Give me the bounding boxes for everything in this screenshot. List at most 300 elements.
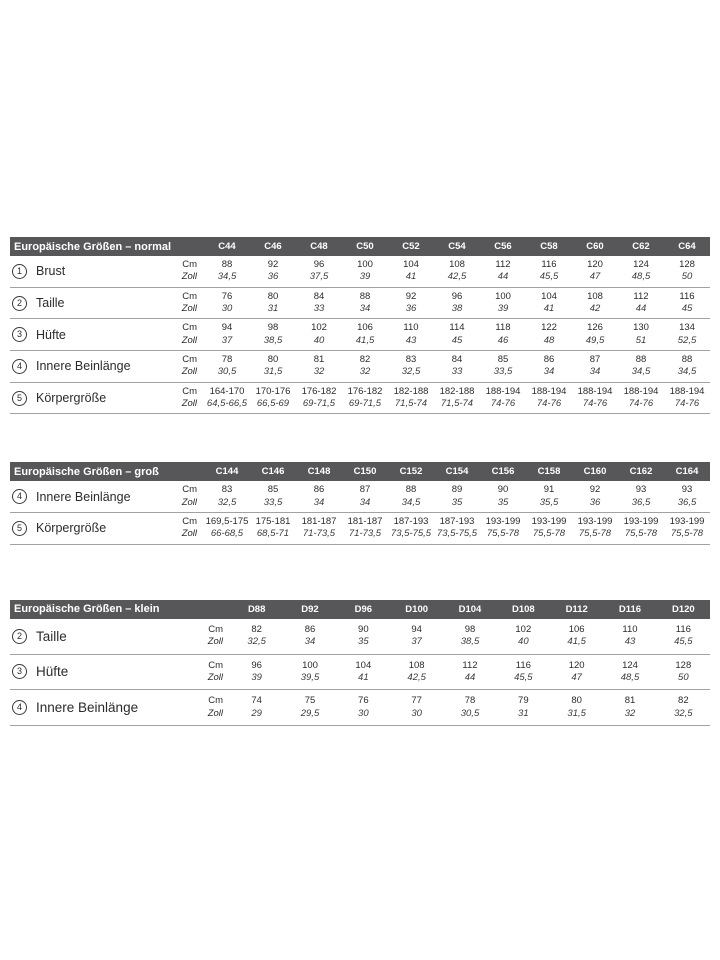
zoll-value: 41: [358, 671, 369, 683]
value-cell: [250, 386, 296, 411]
value-cell: [618, 259, 664, 284]
cm-value: 80: [267, 354, 279, 366]
value-cell: [572, 354, 618, 379]
column-header: C162: [629, 466, 653, 478]
cm-unit-label: Cm: [182, 322, 197, 334]
zoll-value: 37,5: [309, 271, 329, 283]
row-label-cell: [10, 327, 160, 342]
cm-value: 112: [495, 259, 511, 270]
cm-value: 193-199: [669, 516, 705, 528]
zoll-value: 33,5: [493, 366, 513, 378]
unit-labels: [160, 484, 204, 509]
value-cell: [204, 259, 250, 284]
cm-unit-label: Cm: [208, 695, 223, 707]
value-cell: [250, 354, 296, 379]
value-cell: [230, 695, 283, 720]
cm-value: 104: [355, 659, 372, 671]
row-number-badge: 4: [12, 489, 27, 504]
value-cell: [434, 259, 480, 284]
zoll-value: 41,5: [355, 334, 375, 346]
zoll-value: 30,5: [217, 366, 237, 378]
value-cell: [434, 516, 480, 541]
value-cell: [337, 624, 390, 649]
column-header: C62: [632, 241, 650, 252]
cm-value: 100: [302, 659, 318, 671]
cm-value: 108: [587, 290, 603, 302]
cm-value: 116: [675, 623, 691, 635]
value-cell: [250, 322, 296, 347]
column-header: C48: [310, 241, 328, 252]
zoll-value: 47: [571, 671, 582, 683]
zoll-value: 34: [589, 366, 601, 378]
cm-value: 188-194: [623, 385, 659, 397]
cm-unit-label: Cm: [208, 659, 223, 671]
zoll-value: 34: [543, 366, 555, 378]
table-row: [10, 256, 710, 288]
row-label-cell: [10, 264, 160, 279]
zoll-value: 74-76: [674, 398, 700, 410]
unit-labels: [160, 354, 204, 379]
value-cell: [434, 386, 480, 411]
value-cell: [657, 624, 710, 649]
value-cell: [342, 259, 388, 284]
cm-value: 134: [679, 322, 695, 334]
zoll-value: 30: [358, 707, 369, 719]
zoll-value: 29,5: [300, 707, 320, 719]
value-cell: [390, 695, 443, 720]
cm-value: 188-194: [577, 385, 613, 397]
cm-value: 82: [678, 695, 689, 707]
cm-value: 164-170: [209, 385, 245, 397]
zoll-value: 75,5-78: [532, 528, 566, 540]
value-cell: [388, 516, 434, 541]
zoll-value: 51: [635, 334, 647, 346]
column-header: C56: [494, 241, 512, 252]
value-cell: [572, 484, 618, 509]
row-label-cell: [10, 489, 160, 504]
cm-value: 88: [635, 354, 647, 366]
cm-value: 89: [451, 484, 463, 496]
row-label-cell: [10, 521, 160, 536]
cm-value: 92: [405, 290, 417, 302]
zoll-value: 69-71,5: [302, 398, 336, 410]
zoll-value: 66,5-69: [256, 398, 290, 410]
value-cell: [618, 516, 664, 541]
cm-value: 102: [515, 623, 532, 635]
zoll-unit-label: Zoll: [181, 334, 197, 346]
cm-value: 87: [359, 484, 371, 496]
zoll-value: 49,5: [585, 334, 605, 346]
column-header: D92: [301, 603, 319, 615]
value-cell: [657, 695, 710, 720]
cm-value: 93: [681, 484, 693, 496]
column-header: D96: [354, 603, 373, 615]
column-header: C58: [540, 241, 558, 252]
zoll-value: 50: [681, 271, 693, 283]
value-cell: [618, 484, 664, 509]
cm-value: 110: [403, 322, 419, 334]
cm-unit-label: Cm: [182, 385, 197, 397]
zoll-value: 39,5: [300, 671, 320, 683]
table-row: [10, 288, 710, 320]
value-cell: [526, 386, 572, 411]
cm-value: 79: [518, 695, 529, 707]
value-cell: [550, 624, 603, 649]
column-header: C164: [675, 466, 699, 478]
unit-labels: [160, 516, 204, 541]
cm-value: 88: [405, 484, 417, 496]
column-header: D108: [511, 603, 535, 615]
table-row: [10, 351, 710, 383]
zoll-value: 39: [497, 303, 509, 315]
zoll-value: 30: [221, 303, 233, 315]
zoll-value: 42,5: [407, 671, 426, 683]
value-cell: [204, 354, 250, 379]
value-cell: [388, 322, 434, 347]
zoll-value: 31: [518, 707, 529, 719]
zoll-value: 48,5: [631, 271, 651, 283]
value-cell: [480, 484, 526, 509]
row-label: Hüfte: [36, 327, 66, 342]
cm-value: 128: [675, 659, 692, 671]
zoll-value: 34: [313, 496, 325, 508]
value-cell: [618, 291, 664, 316]
value-cell: [342, 322, 388, 347]
value-cell: [526, 259, 572, 284]
zoll-unit-label: Zoll: [181, 366, 197, 378]
value-cell: [283, 695, 336, 720]
cm-value: 182-188: [439, 385, 475, 397]
zoll-value: 73,5-75,5: [436, 528, 478, 540]
zoll-value: 75,5-78: [578, 528, 612, 540]
column-header: D116: [618, 603, 642, 615]
column-header: C148: [307, 466, 331, 478]
value-cell: [480, 322, 526, 347]
value-cell: [388, 484, 434, 509]
cm-value: 76: [358, 695, 369, 707]
zoll-value: 34: [359, 496, 371, 508]
value-cell: [480, 259, 526, 284]
cm-value: 104: [541, 290, 557, 302]
zoll-value: 41,5: [567, 636, 586, 648]
zoll-value: 36: [589, 496, 601, 508]
zoll-value: 35: [497, 496, 509, 508]
zoll-value: 29: [251, 707, 262, 719]
zoll-value: 44: [635, 303, 647, 315]
row-number-badge: 5: [12, 521, 27, 536]
value-cell: [657, 660, 710, 685]
table-row: [10, 383, 710, 415]
value-cell: [480, 516, 526, 541]
cm-value: 83: [405, 354, 417, 366]
value-cell: [296, 516, 342, 541]
column-header: C44: [218, 241, 236, 252]
zoll-value: 45,5: [674, 636, 693, 648]
cm-value: 76: [221, 290, 233, 302]
column-header: D100: [405, 603, 429, 615]
value-cell: [250, 259, 296, 284]
table-row: [10, 690, 710, 726]
cm-unit-label: Cm: [182, 354, 197, 366]
cm-value: 124: [622, 659, 638, 671]
value-cell: [342, 291, 388, 316]
zoll-value: 36,5: [677, 496, 697, 508]
zoll-value: 33: [313, 303, 325, 315]
column-header: C60: [586, 241, 604, 252]
column-header: D104: [458, 603, 482, 615]
row-number-badge: 1: [12, 264, 27, 279]
value-cell: [497, 695, 550, 720]
column-header: C46: [264, 241, 282, 252]
cm-value: 94: [411, 623, 422, 635]
cm-value: 116: [679, 290, 695, 302]
zoll-value: 66-68,5: [210, 528, 244, 540]
table-title: Europäische Größen – normal: [14, 240, 172, 253]
value-cell: [664, 354, 710, 379]
cm-value: 126: [587, 322, 603, 334]
cm-value: 193-199: [531, 516, 567, 528]
row-number-badge: 3: [12, 327, 27, 342]
value-cell: [390, 660, 443, 685]
cm-value: 116: [541, 259, 557, 270]
cm-value: 176-182: [347, 385, 383, 397]
row-number-badge: 5: [12, 391, 27, 406]
zoll-value: 32,5: [217, 496, 237, 508]
column-header: C158: [537, 466, 561, 478]
value-cell: [618, 354, 664, 379]
value-cell: [337, 695, 390, 720]
value-cell: [283, 624, 336, 649]
zoll-value: 36: [405, 303, 417, 315]
value-cell: [434, 291, 480, 316]
cm-value: 96: [251, 659, 262, 671]
value-cell: [296, 322, 342, 347]
zoll-value: 44: [497, 271, 509, 283]
size-chart-document: [10, 237, 710, 726]
value-cell: [664, 516, 710, 541]
value-cell: [342, 386, 388, 411]
value-cell: [480, 291, 526, 316]
value-cell: [443, 660, 496, 685]
cm-value: 88: [359, 290, 371, 302]
value-cell: [603, 695, 656, 720]
value-cell: [434, 354, 480, 379]
row-number-badge: 3: [12, 664, 27, 679]
column-header: C54: [448, 241, 466, 252]
cm-value: 188-194: [669, 385, 705, 397]
cm-value: 80: [571, 695, 582, 707]
cm-value: 114: [449, 322, 465, 334]
cm-value: 81: [313, 354, 325, 366]
zoll-value: 75,5-78: [624, 528, 658, 540]
zoll-value: 75,5-78: [486, 528, 520, 540]
value-cell: [526, 516, 572, 541]
cm-value: 118: [495, 322, 511, 334]
row-label-cell: [10, 391, 160, 406]
cm-value: 87: [589, 354, 601, 366]
zoll-value: 47: [589, 271, 601, 283]
cm-value: 169,5-175: [205, 516, 249, 528]
cm-value: 90: [358, 623, 369, 635]
cm-value: 86: [304, 623, 316, 635]
cm-value: 90: [497, 484, 509, 496]
row-label-cell: [10, 700, 172, 715]
zoll-unit-label: Zoll: [181, 528, 197, 540]
zoll-value: 40: [313, 334, 325, 346]
zoll-value: 43: [624, 636, 636, 648]
value-cell: [497, 624, 550, 649]
value-cell: [664, 386, 710, 411]
cm-value: 86: [543, 354, 555, 366]
value-cell: [480, 354, 526, 379]
cm-value: 112: [462, 659, 478, 671]
column-header: C64: [678, 241, 696, 252]
cm-value: 100: [495, 290, 511, 302]
table-header: [10, 237, 710, 256]
value-cell: [618, 386, 664, 411]
zoll-unit-label: Zoll: [207, 707, 223, 719]
row-label: Innere Beinlänge: [36, 700, 139, 716]
zoll-value: 45: [451, 334, 463, 346]
row-label: Hüfte: [36, 664, 69, 680]
cm-value: 98: [464, 623, 476, 635]
value-cell: [526, 354, 572, 379]
zoll-value: 32: [359, 366, 371, 378]
zoll-value: 31,5: [567, 707, 586, 719]
cm-value: 85: [267, 484, 279, 496]
row-label: Innere Beinlänge: [36, 359, 131, 374]
cm-value: 104: [403, 259, 419, 270]
cm-value: 193-199: [577, 516, 613, 528]
zoll-value: 50: [678, 671, 689, 683]
zoll-value: 39: [359, 271, 371, 283]
zoll-value: 32: [313, 366, 325, 378]
size-table-normal: [10, 237, 710, 414]
size-table-gross: [10, 462, 710, 544]
row-label: Innere Beinlänge: [36, 489, 131, 504]
unit-labels: [160, 259, 204, 284]
column-header: C146: [261, 466, 285, 478]
zoll-value: 40: [518, 636, 529, 648]
cm-unit-label: Cm: [182, 290, 197, 302]
value-cell: [618, 322, 664, 347]
zoll-value: 35,5: [539, 496, 559, 508]
zoll-value: 41: [543, 303, 555, 315]
table-row: [10, 619, 710, 655]
zoll-value: 37: [411, 636, 422, 648]
cm-value: 106: [357, 322, 373, 334]
cm-value: 75: [304, 695, 316, 707]
zoll-value: 52,5: [677, 334, 697, 346]
cm-value: 96: [451, 290, 463, 302]
cm-value: 88: [681, 354, 693, 366]
cm-value: 77: [411, 695, 422, 707]
cm-unit-label: Cm: [182, 484, 197, 496]
cm-value: 193-199: [623, 516, 659, 528]
zoll-value: 45: [681, 303, 693, 315]
zoll-value: 35: [358, 636, 369, 648]
value-cell: [603, 660, 656, 685]
zoll-value: 31,5: [263, 366, 283, 378]
cm-value: 108: [449, 259, 465, 270]
cm-unit-label: Cm: [182, 516, 197, 528]
zoll-value: 30: [411, 707, 422, 719]
column-header: C52: [402, 241, 420, 252]
zoll-value: 71,5-74: [440, 398, 474, 410]
zoll-value: 32,5: [247, 636, 266, 648]
zoll-value: 34,5: [401, 496, 421, 508]
cm-value: 122: [541, 322, 557, 334]
unit-labels: [172, 624, 230, 649]
table-row: [10, 513, 710, 545]
cm-value: 91: [543, 484, 555, 496]
column-header: D112: [565, 603, 588, 615]
column-header: C144: [215, 466, 239, 478]
value-cell: [296, 386, 342, 411]
row-number-badge: 4: [12, 700, 27, 715]
cm-value: 187-193: [439, 516, 475, 528]
value-cell: [204, 322, 250, 347]
value-cell: [603, 624, 656, 649]
zoll-unit-label: Zoll: [181, 398, 197, 410]
zoll-value: 33,5: [263, 496, 283, 508]
zoll-value: 38,5: [460, 636, 480, 648]
value-cell: [664, 322, 710, 347]
cm-value: 130: [633, 322, 649, 334]
zoll-value: 36,5: [631, 496, 651, 508]
zoll-value: 34: [359, 303, 371, 315]
unit-labels: [160, 386, 204, 411]
value-cell: [480, 386, 526, 411]
row-label: Körpergröße: [36, 391, 107, 406]
value-cell: [342, 516, 388, 541]
cm-value: 82: [359, 354, 371, 366]
value-cell: [526, 291, 572, 316]
cm-value: 100: [357, 259, 373, 270]
cm-value: 176-182: [301, 385, 337, 397]
zoll-unit-label: Zoll: [207, 671, 223, 683]
cm-value: 94: [221, 322, 233, 334]
value-cell: [390, 624, 443, 649]
value-cell: [250, 516, 296, 541]
value-cell: [572, 291, 618, 316]
row-label: Taille: [36, 628, 67, 644]
zoll-value: 69-71,5: [348, 398, 382, 410]
value-cell: [283, 660, 336, 685]
unit-labels: [160, 291, 204, 316]
zoll-value: 75,5-78: [670, 528, 704, 540]
cm-value: 110: [622, 623, 638, 635]
value-cell: [443, 624, 496, 649]
cm-value: 85: [497, 354, 509, 366]
value-cell: [497, 660, 550, 685]
column-header: C150: [353, 466, 377, 478]
unit-labels: [172, 660, 230, 685]
cm-value: 116: [515, 659, 531, 671]
zoll-value: 71-73,5: [302, 528, 336, 540]
zoll-value: 73,5-75,5: [390, 528, 432, 540]
value-cell: [296, 354, 342, 379]
zoll-value: 34,5: [217, 271, 237, 283]
value-cell: [296, 259, 342, 284]
cm-value: 86: [313, 484, 325, 496]
zoll-value: 74-76: [536, 398, 562, 410]
cm-value: 92: [589, 484, 601, 496]
row-number-badge: 2: [12, 296, 27, 311]
cm-value: 128: [679, 259, 695, 270]
row-label-cell: [10, 296, 160, 311]
value-cell: [550, 660, 603, 685]
